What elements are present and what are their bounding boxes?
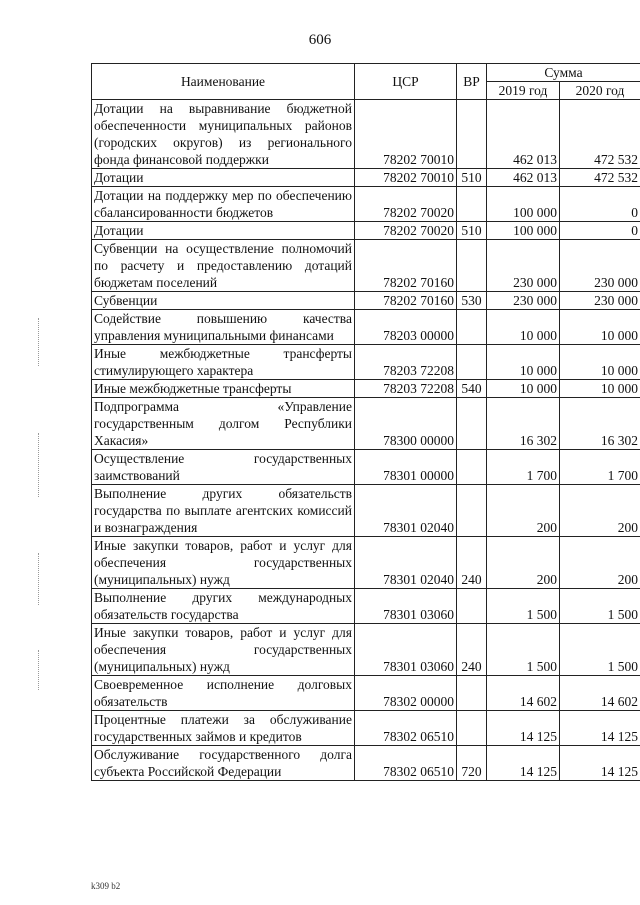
row-csr: 78203 00000 [355,310,457,345]
table-row [92,537,640,589]
row-vr: 240 [457,624,487,676]
row-sum-2020: 14 602 [560,676,640,711]
row-vr [457,240,487,292]
row-sum-2019: 14 602 [487,676,560,711]
row-sum-2020: 14 125 [560,746,640,781]
margin-mark [38,650,40,690]
row-sum-2019: 14 125 [487,711,560,746]
header-name: Наименование [92,64,355,100]
header-year-2019: 2019 год [487,82,560,100]
row-name: Обслуживание государственного долга субъекта Российской Федерации [92,746,355,781]
row-sum-2019: 462 013 [487,100,560,169]
row-csr: 78302 06510 [355,746,457,781]
row-csr: 78203 72208 [355,345,457,380]
row-vr [457,398,487,450]
row-csr: 78202 70010 [355,100,457,169]
row-name: Содействие повышению качества управления муниципальными финансами [92,310,355,345]
row-sum-2020: 14 125 [560,711,640,746]
row-sum-2019: 200 [487,485,560,537]
table-row [92,589,640,624]
row-vr: 530 [457,292,487,310]
row-vr [457,187,487,222]
row-sum-2019: 100 000 [487,187,560,222]
row-name: Дотации [92,169,355,187]
margin-mark [38,433,40,497]
row-csr: 78302 00000 [355,676,457,711]
row-vr: 720 [457,746,487,781]
header-vr: ВР [457,64,487,100]
row-name: Выполнение других обязательств государства по выплате агентских комиссий и вознаграждения [92,485,355,537]
table-row [92,222,640,240]
row-sum-2019: 230 000 [487,292,560,310]
row-csr: 78202 70160 [355,240,457,292]
row-sum-2019: 462 013 [487,169,560,187]
row-vr: 540 [457,380,487,398]
row-sum-2019: 1 700 [487,450,560,485]
row-name: Дотации [92,222,355,240]
row-sum-2019: 10 000 [487,345,560,380]
row-csr: 78202 70160 [355,292,457,310]
row-csr: 78203 72208 [355,380,457,398]
row-name: Субвенции на осуществление полномочий по расчету и предоставлению дотаций бюджетам поселений [92,240,355,292]
row-sum-2019: 1 500 [487,589,560,624]
row-sum-2019: 10 000 [487,380,560,398]
row-sum-2020: 230 000 [560,240,640,292]
header-sum: Сумма [487,64,640,82]
table-row [92,624,640,676]
row-sum-2019: 100 000 [487,222,560,240]
header-year-2020: 2020 год [560,82,640,100]
row-sum-2019: 230 000 [487,240,560,292]
row-csr: 78301 02040 [355,485,457,537]
row-vr [457,450,487,485]
row-sum-2020: 10 000 [560,345,640,380]
row-name: Подпрограмма «Управление государственным долгом Республики Хакасия» [92,398,355,450]
row-name: Иные закупки товаров, работ и услуг для обеспечения государственных (муниципальных) нужд [92,537,355,589]
row-sum-2019: 16 302 [487,398,560,450]
table-row [92,380,640,398]
row-vr: 510 [457,169,487,187]
row-name: Дотации на выравнивание бюджетной обеспеченности муниципальных районов (городских округов) из регионального фонда финансовой поддержки [92,100,355,169]
row-csr: 78301 03060 [355,589,457,624]
row-vr [457,485,487,537]
row-sum-2020: 0 [560,187,640,222]
row-sum-2020: 16 302 [560,398,640,450]
row-sum-2020: 1 500 [560,624,640,676]
row-vr: 240 [457,537,487,589]
row-name: Выполнение других международных обязательств государства [92,589,355,624]
row-sum-2019: 1 500 [487,624,560,676]
row-name: Процентные платежи за обслуживание государственных займов и кредитов [92,711,355,746]
budget-table [91,63,640,781]
row-vr [457,345,487,380]
footer-code: k309 b2 [91,881,121,891]
row-csr: 78302 06510 [355,711,457,746]
table-row [92,292,640,310]
row-vr [457,676,487,711]
table-row [92,398,640,450]
table-row [92,746,640,781]
row-sum-2020: 10 000 [560,310,640,345]
row-sum-2019: 10 000 [487,310,560,345]
row-csr: 78301 00000 [355,450,457,485]
row-csr: 78202 70020 [355,187,457,222]
row-sum-2020: 1 500 [560,589,640,624]
row-sum-2020: 472 532 [560,100,640,169]
row-name: Осуществление государственных заимствований [92,450,355,485]
row-vr [457,100,487,169]
row-sum-2020: 10 000 [560,380,640,398]
row-name: Иные межбюджетные трансферты [92,380,355,398]
row-sum-2019: 200 [487,537,560,589]
page-number: 606 [308,32,332,48]
table-row [92,450,640,485]
table-row [92,169,640,187]
table-row [92,676,640,711]
row-sum-2020: 200 [560,485,640,537]
row-sum-2020: 1 700 [560,450,640,485]
table-row [92,711,640,746]
table-row [92,187,640,222]
row-csr: 78202 70010 [355,169,457,187]
row-csr: 78300 00000 [355,398,457,450]
table-row [92,100,640,169]
table-row [92,345,640,380]
row-sum-2020: 0 [560,222,640,240]
row-vr [457,711,487,746]
margin-mark [38,318,40,366]
row-sum-2020: 200 [560,537,640,589]
row-name: Иные межбюджетные трансферты стимулирующего характера [92,345,355,380]
table-row [92,310,640,345]
row-vr [457,310,487,345]
row-name: Субвенции [92,292,355,310]
row-vr [457,589,487,624]
row-csr: 78202 70020 [355,222,457,240]
row-name: Иные закупки товаров, работ и услуг для обеспечения государственных (муниципальных) нужд [92,624,355,676]
row-name: Дотации на поддержку мер по обеспечению сбалансированности бюджетов [92,187,355,222]
row-sum-2020: 472 532 [560,169,640,187]
row-sum-2019: 14 125 [487,746,560,781]
header-csr: ЦСР [355,64,457,100]
table-row [92,485,640,537]
margin-mark [38,553,40,605]
row-name: Своевременное исполнение долговых обязательств [92,676,355,711]
table-row [92,240,640,292]
row-vr: 510 [457,222,487,240]
row-sum-2020: 230 000 [560,292,640,310]
row-csr: 78301 02040 [355,537,457,589]
row-csr: 78301 03060 [355,624,457,676]
